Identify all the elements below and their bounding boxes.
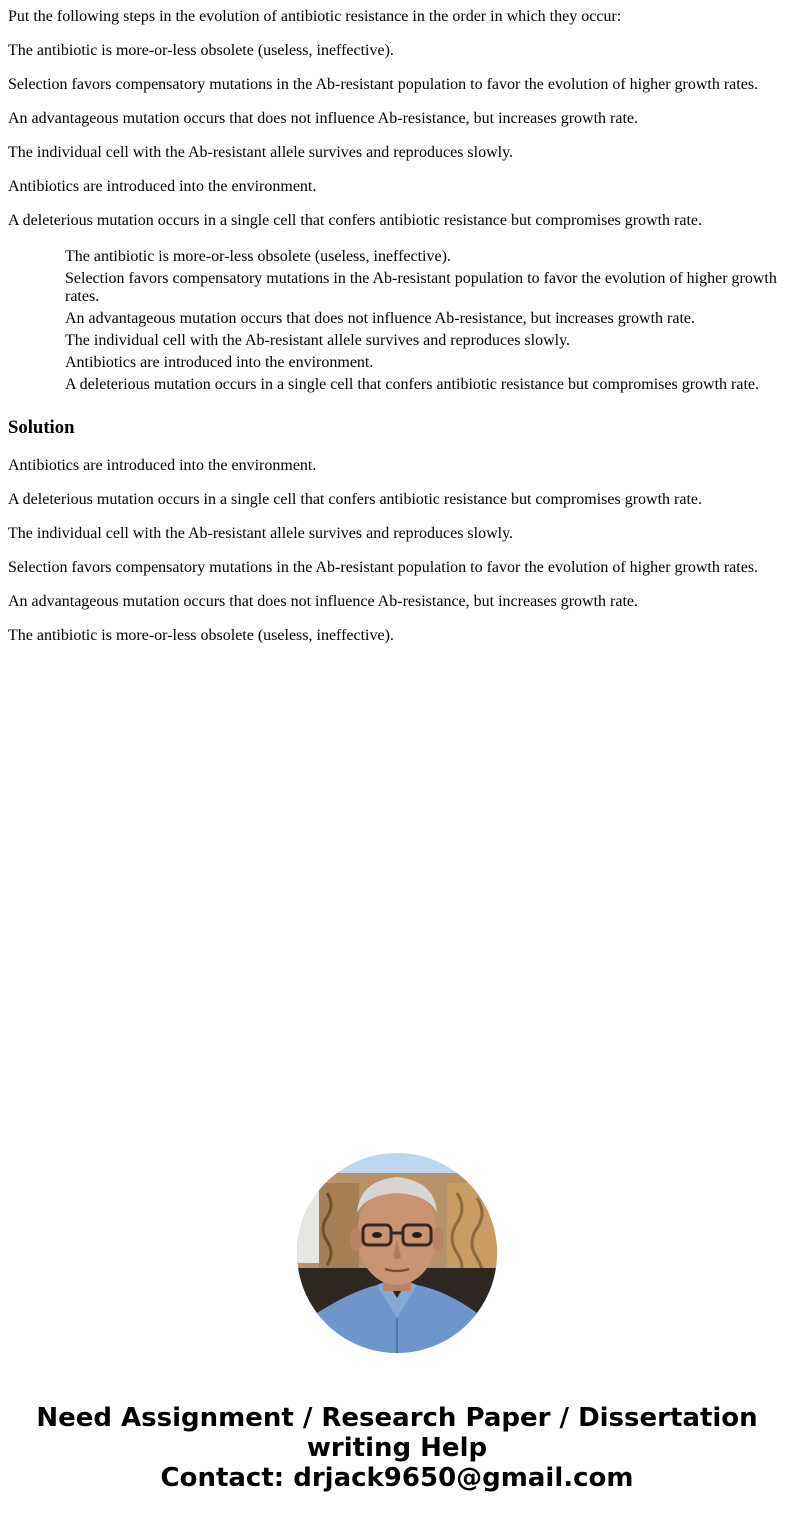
answer-option: The antibiotic is more-or-less obsolete (useless, ineffective).: [65, 248, 451, 265]
question-step: A deleterious mutation occurs in a single cell that confers antibiotic resistance but compromises growth rate.: [8, 212, 703, 229]
solution-step: Antibiotics are introduced into the environment.: [8, 457, 317, 474]
answer-option: Antibiotics are introduced into the environment.: [65, 354, 374, 371]
promo-line: Need Assignment / Research Paper / Dissertation: [36, 1403, 758, 1433]
solution-step: An advantageous mutation occurs that does not influence Ab-resistance, but increases growth rate.: [8, 593, 639, 610]
question-intro: Put the following steps in the evolution of antibiotic resistance in the order in which they occur:: [8, 8, 622, 25]
question-step: The antibiotic is more-or-less obsolete (useless, ineffective).: [8, 42, 394, 59]
promo-contact: Contact: drjack9650@gmail.com: [160, 1463, 634, 1493]
promo-line: writing Help: [306, 1433, 488, 1463]
answer-option: The individual cell with the Ab-resistant allele survives and reproduces slowly.: [65, 332, 571, 349]
answer-option: A deleterious mutation occurs in a single cell that confers antibiotic resistance but compromises growth rate.: [65, 376, 760, 393]
question-step: Selection favors compensatory mutations in the Ab-resistant population to favor the evolution of higher growth rates.: [8, 76, 759, 93]
tutor-portrait-image: [297, 1153, 497, 1353]
question-step: Antibiotics are introduced into the environment.: [8, 178, 317, 195]
solution-step: The individual cell with the Ab-resistant allele survives and reproduces slowly.: [8, 525, 514, 542]
solution-step: A deleterious mutation occurs in a single cell that confers antibiotic resistance but compromises growth rate.: [8, 491, 703, 508]
question-step: An advantageous mutation occurs that does not influence Ab-resistance, but increases growth rate.: [8, 110, 639, 127]
solution-step: The antibiotic is more-or-less obsolete (useless, ineffective).: [8, 627, 394, 644]
question-step: The individual cell with the Ab-resistant allele survives and reproduces slowly.: [8, 144, 514, 161]
answer-option: Selection favors compensatory mutations in the Ab-resistant population to favor the evolution of higher growth rates.: [65, 270, 777, 305]
promo-banner: [0, 1403, 794, 1493]
solution-heading: Solution: [8, 417, 75, 438]
avatar: [297, 1153, 497, 1353]
solution-step: Selection favors compensatory mutations in the Ab-resistant population to favor the evolution of higher growth rates.: [8, 559, 759, 576]
answer-option: An advantageous mutation occurs that does not influence Ab-resistance, but increases growth rate.: [65, 310, 696, 327]
answer-options-list: [65, 248, 786, 398]
